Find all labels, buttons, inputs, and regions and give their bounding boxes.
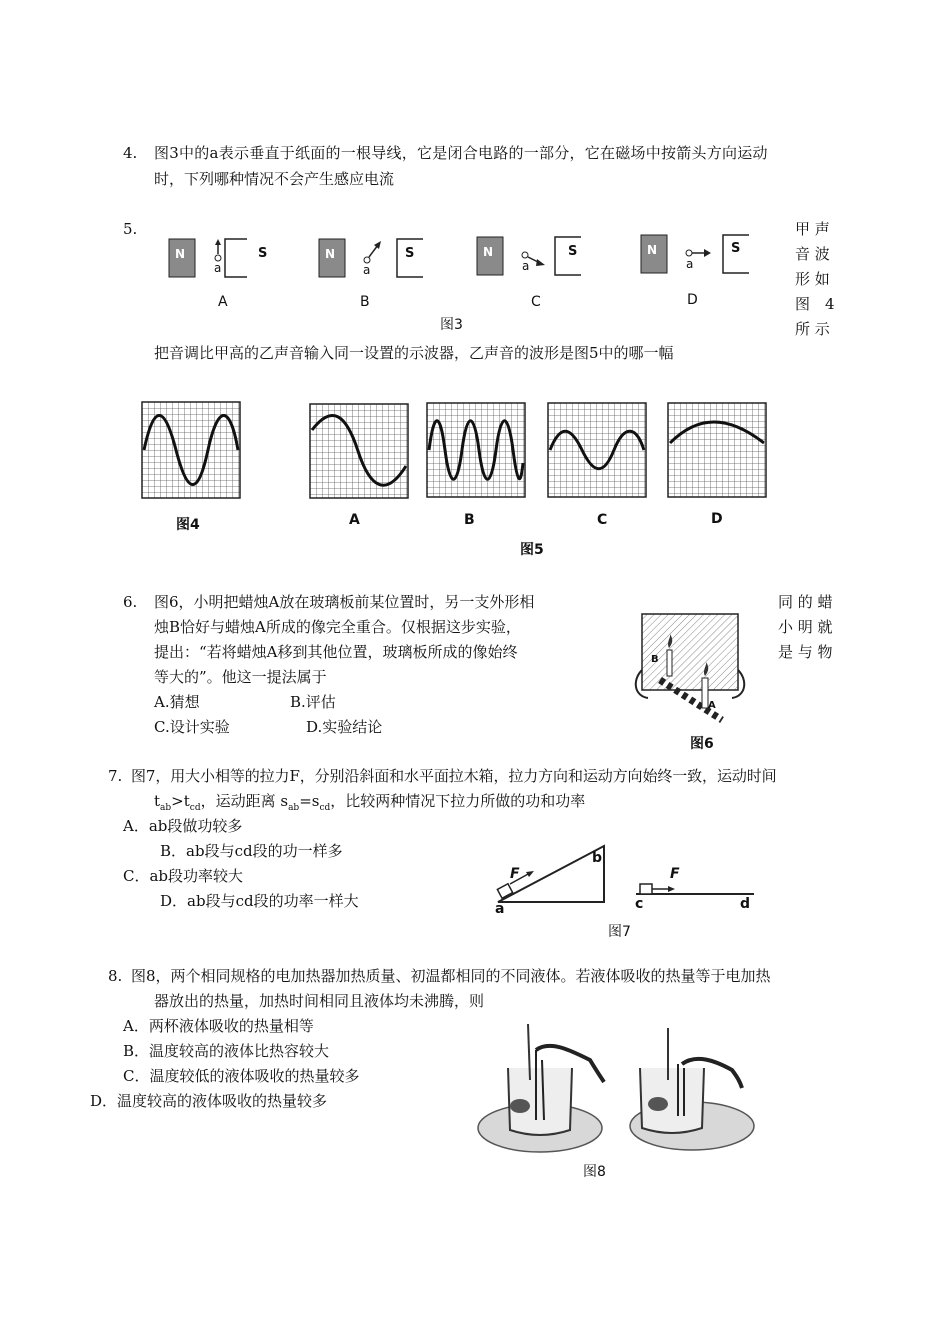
oscilloscope-c xyxy=(548,403,646,497)
fig3-south-a: S xyxy=(258,246,268,261)
q7-number: 7. xyxy=(108,767,123,785)
fig3-north-b: N xyxy=(325,247,336,261)
figure-7-graphic xyxy=(490,840,760,910)
fig3-wire-b: a xyxy=(363,263,371,277)
fig3-caption: 图3 xyxy=(440,317,463,333)
fig3-south-d: S xyxy=(731,241,741,256)
q5-side-4: 图 4 xyxy=(795,295,835,313)
q6-text-line3: 提出：“若将蜡烛A移到其他位置，玻璃板所成的像始终 xyxy=(154,643,518,661)
q6-text-line4: 等大的”。他这一提法属于 xyxy=(154,668,327,686)
fig3-south-b: S xyxy=(405,246,415,261)
fig3-north-d: N xyxy=(647,243,658,257)
q6-option-d: D.实验结论 xyxy=(306,718,383,736)
q6-text-line2: 烛B恰好与蜡烛A所成的像完全重合。仅根据这步实验， xyxy=(154,618,521,636)
q6-text-line2-right: 小 明 就 xyxy=(778,618,833,636)
fig5-option-a: A xyxy=(349,512,360,528)
q7-text-line2: $t_{ab}>t_{cd}$，运动距离 $s_{ab}=s_{cd}$，比较两种情况下拉力所做的功和功率 xyxy=(154,792,586,813)
fig5-option-b: B xyxy=(464,512,475,528)
q7-option-c: C．ab段功率较大 xyxy=(123,867,244,885)
q5-side-1: 甲 声 xyxy=(795,220,830,238)
fig8-caption: 图8 xyxy=(583,1164,606,1180)
candle-a-label: A xyxy=(708,700,716,711)
fig3-wire-d: a xyxy=(686,257,694,271)
fig7-point-c: c xyxy=(635,896,644,912)
q7-option-d: D．ab段与cd段的功率一样大 xyxy=(160,892,359,910)
fig7-point-a: a xyxy=(495,901,505,917)
q6-text-line3-right: 是 与 物 xyxy=(778,643,833,661)
fig7-caption: 图7 xyxy=(608,924,631,940)
oscilloscope-a xyxy=(310,404,408,498)
q5-side-3: 形 如 xyxy=(795,270,830,288)
fig7-point-d: d xyxy=(740,896,751,912)
fig3-wire-c: a xyxy=(522,259,530,273)
beaker-right xyxy=(630,1028,754,1150)
q7-option-a: A．ab段做功较多 xyxy=(123,817,243,835)
oscilloscope-d xyxy=(668,403,766,497)
figure-8-graphic xyxy=(470,1020,770,1160)
q6-option-a: A.猜想 xyxy=(154,693,200,711)
fig3-option-d: D xyxy=(687,292,698,308)
fig3-option-a: A xyxy=(218,294,228,310)
beaker-left xyxy=(478,1024,604,1152)
figure-6-graphic xyxy=(630,610,750,728)
oscilloscope-fig4 xyxy=(142,402,240,498)
q8-number: 8. xyxy=(108,967,123,985)
fig3-option-b: B xyxy=(360,294,370,310)
q8-option-c: C．温度较低的液体吸收的热量较多 xyxy=(123,1067,360,1085)
q5-side-2: 音 波 xyxy=(795,245,830,263)
fig5-option-d: D xyxy=(711,511,723,527)
q6-option-b: B.评估 xyxy=(290,693,336,711)
figure-3-graphic xyxy=(155,225,755,305)
q7-option-b: B．ab段与cd段的功一样多 xyxy=(160,842,343,860)
fig7-point-b: b xyxy=(592,850,603,866)
q4-text-line2: 时，下列哪种情况不会产生感应电流 xyxy=(154,170,395,188)
q8-option-b: B．温度较高的液体比热容较大 xyxy=(123,1042,330,1060)
oscilloscope-b xyxy=(427,403,525,497)
fig5-option-c: C xyxy=(597,512,608,528)
fig3-option-c: C xyxy=(531,294,541,310)
q6-text-line1: 图6，小明把蜡烛A放在玻璃板前某位置时，另一支外形相 xyxy=(154,593,535,611)
fig3-north-c: N xyxy=(483,245,494,259)
q6-option-c: C.设计实验 xyxy=(154,718,230,736)
q6-text-line1-right: 同 的 蜡 xyxy=(778,593,833,611)
q8-text-line2: 器放出的热量，加热时间相同且液体均未沸腾，则 xyxy=(154,992,485,1010)
q6-number: 6. xyxy=(123,593,138,611)
fig5-caption: 图5 xyxy=(520,542,544,558)
fig3-north-a: N xyxy=(175,247,186,261)
fig3-south-c: S xyxy=(568,244,578,259)
q8-option-d: D．温度较高的液体吸收的热量较多 xyxy=(90,1092,328,1110)
fig4-label: 图4 xyxy=(176,517,200,533)
q4-text-line1: 图3中的a表示垂直于纸面的一根导线，它是闭合电路的一部分，它在磁场中按箭头方向运动 xyxy=(154,144,768,162)
q7-text-line1: 图7，用大小相等的拉力F，分别沿斜面和水平面拉木箱，拉力方向和运动方向始终一致，运动时间 xyxy=(131,767,777,785)
q5-number: 5. xyxy=(123,220,138,238)
q8-option-a: A．两杯液体吸收的热量相等 xyxy=(123,1017,314,1035)
fig3-wire-a: a xyxy=(214,261,222,275)
q5-text-line2: 把音调比甲高的乙声音输入同一设置的示波器，乙声音的波形是图5中的哪一幅 xyxy=(154,344,674,362)
q5-side-5: 所 示 xyxy=(795,320,830,338)
fig7-force-incline: F xyxy=(510,866,520,882)
fig6-caption: 图6 xyxy=(690,736,714,752)
q8-text-line1: 图8，两个相同规格的电加热器加热质量、初温都相同的不同液体。若液体吸收的热量等于电加热 xyxy=(131,967,771,985)
fig7-force-flat: F xyxy=(670,866,680,882)
q4-number: 4. xyxy=(123,144,138,162)
candle-b-label: B xyxy=(651,654,659,665)
